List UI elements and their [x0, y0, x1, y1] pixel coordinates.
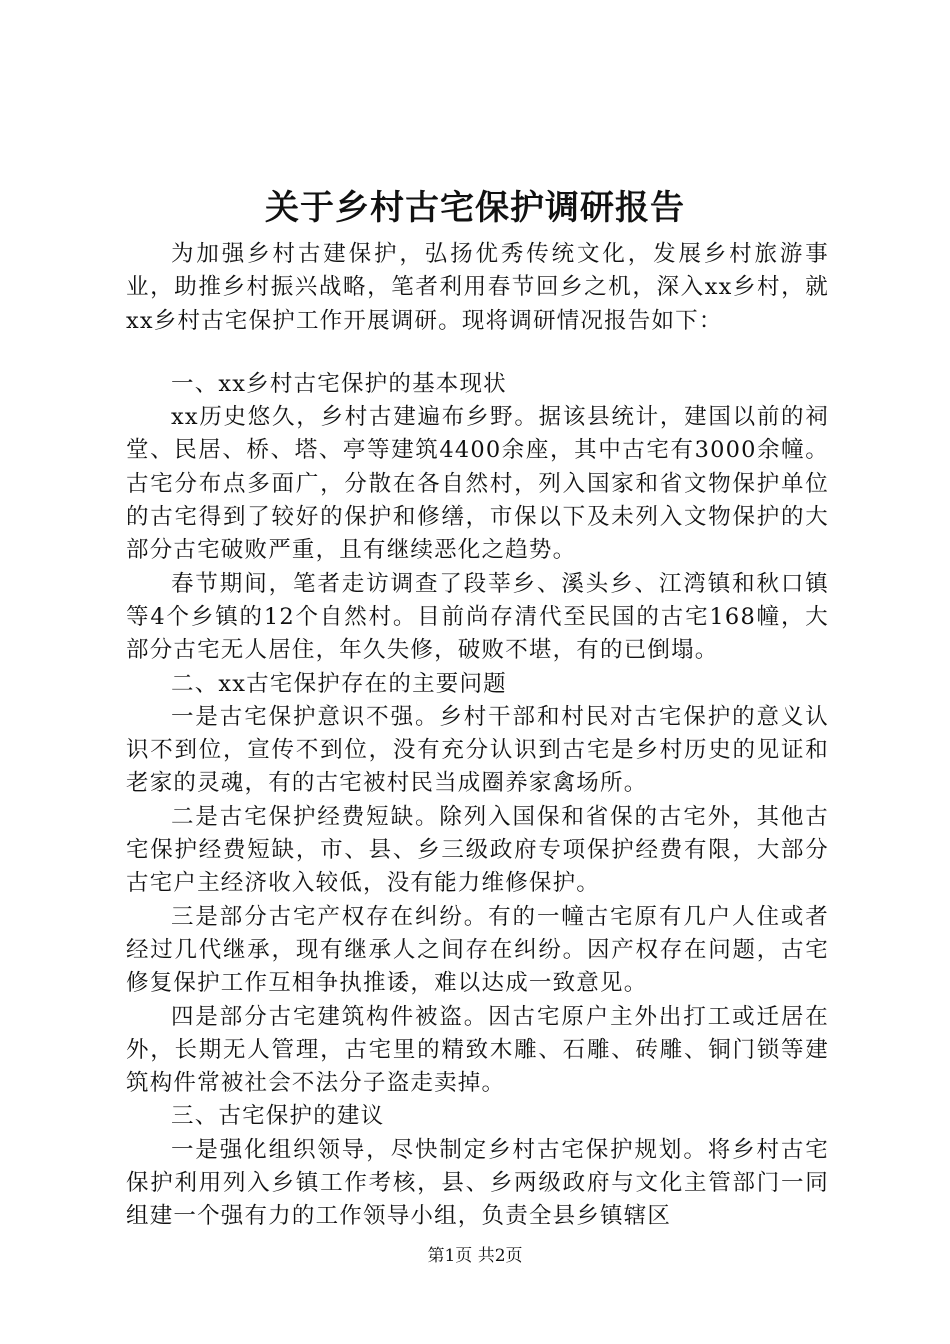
paragraph-spacer: [126, 338, 829, 368]
section-2-paragraph-4: 四是部分古宅建筑构件被盗。因古宅原户主外出打工或迁居在外，长期无人管理，古宅里的精致木雕、石雕、砖雕、铜门锁等建筑构件常被社会不法分子盗走卖掉。: [126, 1003, 829, 1097]
section-2-heading: 二、xx古宅保护存在的主要问题: [171, 670, 507, 697]
section-2-paragraph-1: 一是古宅保护意识不强。乡村干部和村民对古宅保护的意义认识不到位，宣传不到位，没有充分认识到古宅是乡村历史的见证和老家的灵魂，有的古宅被村民当成圈养家禽场所。: [126, 703, 829, 797]
section-1-heading: 一、xx乡村古宅保护的基本现状: [171, 370, 507, 397]
section-1-paragraph-1: xx历史悠久，乡村古建遍布乡野。据该县统计，建国以前的祠堂、民居、桥、塔、亭等建筑4400余座，其中古宅有3000余幢。古宅分布点多面广，分散在各自然村，列入国家和省文物保护单位的古宅得到了较好的保护和修缮，市保以下及未列入文物保护的大部分古宅破败严重，且有继续恶化之趋势。: [126, 404, 829, 564]
section-3-paragraph-1: 一是强化组织领导，尽快制定乡村古宅保护规划。将乡村古宅保护利用列入乡镇工作考核，县、乡两级政府与文化主管部门一同组建一个强有力的工作领导小组，负责全县乡镇辖区: [126, 1136, 829, 1230]
document-body: [126, 238, 829, 1234]
section-2-paragraph-3: 三是部分古宅产权存在纠纷。有的一幢古宅原有几户人住或者经过几代继承，现有继承人之间存在纠纷。因产权存在问题，古宅修复保护工作互相争执推诿，难以达成一致意见。: [126, 903, 829, 997]
page-footer: 第1页 共2页: [427, 1246, 523, 1266]
section-1-paragraph-2: 春节期间，笔者走访调查了段莘乡、溪头乡、江湾镇和秋口镇等4个乡镇的12个自然村。目前尚存清代至民国的古宅168幢，大部分古宅无人居住，年久失修，破败不堪，有的已倒塌。: [126, 570, 829, 664]
section-3-heading: 三、古宅保护的建议: [171, 1103, 385, 1130]
section-2-paragraph-2: 二是古宅保护经费短缺。除列入国保和省保的古宅外，其他古宅保护经费短缺，市、县、乡三级政府专项保护经费有限，大部分古宅户主经济收入较低，没有能力维修保护。: [126, 803, 829, 897]
document-title: 关于乡村古宅保护调研报告: [265, 188, 685, 228]
intro-paragraph: 为加强乡村古建保护，弘扬优秀传统文化，发展乡村旅游事业，助推乡村振兴战略，笔者利用春节回乡之机，深入xx乡村，就xx乡村古宅保护工作开展调研。现将调研情况报告如下：: [126, 241, 829, 334]
